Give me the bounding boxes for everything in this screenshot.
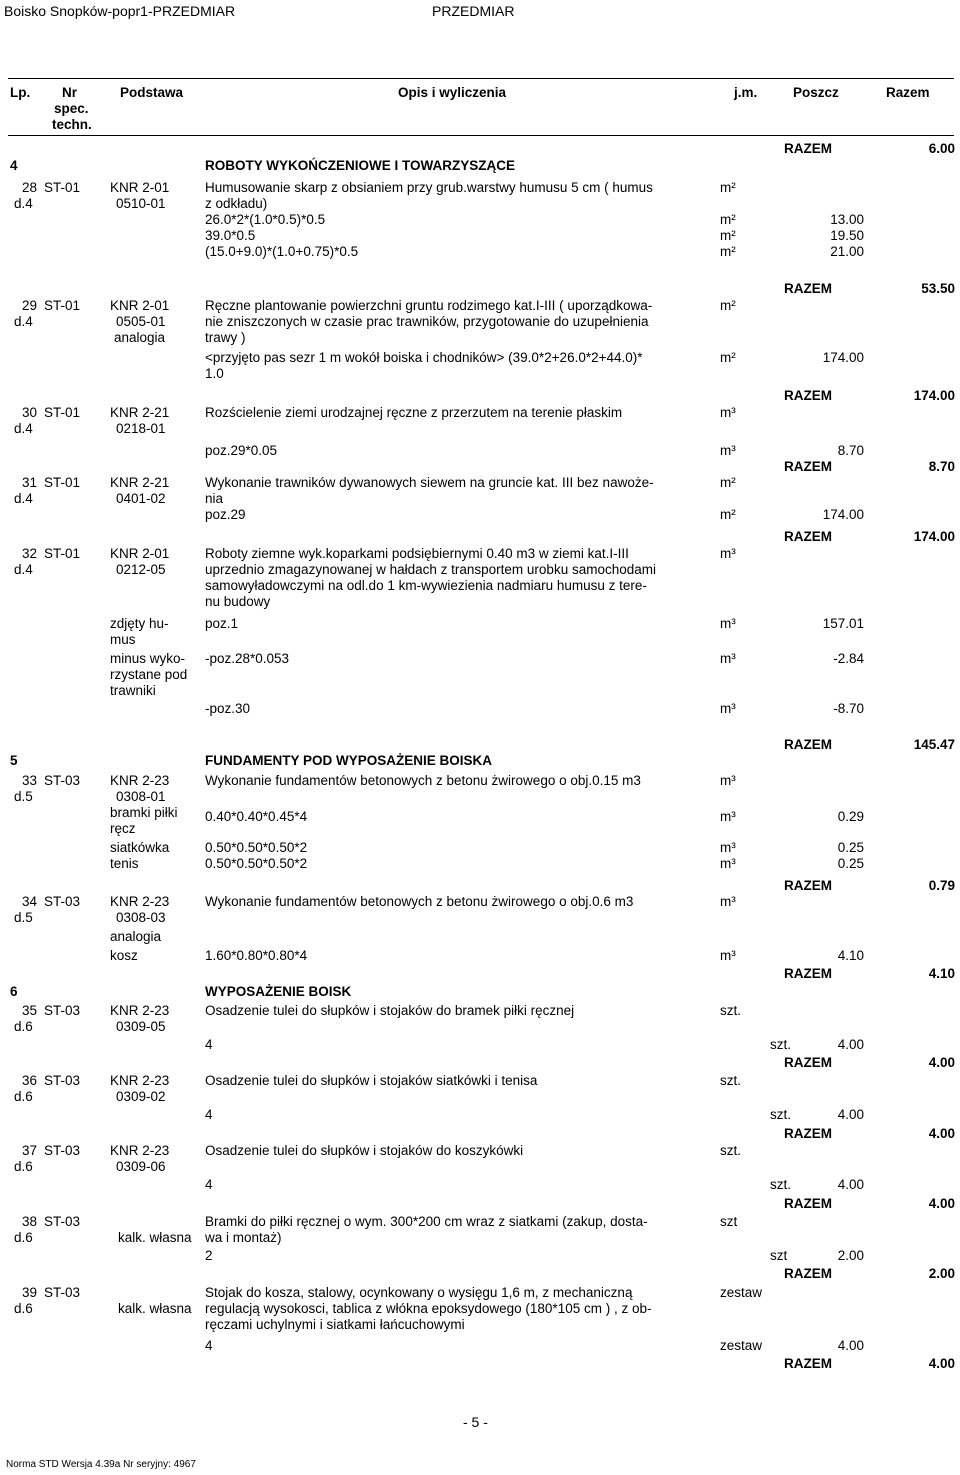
table-cell: Osadzenie tulei do słupków i stojaków do bramek piłki ręcznej <box>205 1003 575 1018</box>
table-cell: 0309-02 <box>116 1089 166 1104</box>
table-cell: Wykonanie fundamentów betonowych z betonu żwirowego o obj.0.15 m3 <box>205 773 641 788</box>
table-cell: 2.00 <box>837 1248 864 1263</box>
table-cell: m² <box>720 475 736 490</box>
table-cell: szt. <box>770 1177 792 1192</box>
table-cell: samowyładowczymi na odl.do 1 km-wywiezienia nadmiaru humusu z tere- <box>205 578 647 593</box>
table-cell: RAZEM <box>784 1055 832 1070</box>
table-cell: 37 <box>22 1143 38 1158</box>
table-cell: m³ <box>720 809 736 824</box>
table-cell: d.4 <box>14 562 33 577</box>
table-cell: 29 <box>22 298 38 313</box>
table-cell: siatkówka <box>110 840 170 855</box>
table-cell: KNR 2-01 <box>110 546 170 561</box>
table-cell: 0309-05 <box>116 1019 166 1034</box>
table-cell: RAZEM <box>784 1126 832 1141</box>
table-cell: 34 <box>22 894 38 909</box>
table-cell: RAZEM <box>784 1196 832 1211</box>
table-cell: 174.00 <box>913 529 955 544</box>
table-cell: 21.00 <box>830 244 864 259</box>
table-cell: Stojak do kosza, stalowy, ocynkowany o wysięgu 1,6 m, z mechaniczną <box>205 1285 633 1300</box>
table-cell: szt <box>770 1248 788 1263</box>
table-cell: 33 <box>22 773 38 788</box>
table-cell: d.4 <box>14 421 33 436</box>
table-cell: 35 <box>22 1003 38 1018</box>
table-cell: ST-03 <box>44 1003 81 1018</box>
table-cell: ST-01 <box>44 298 81 313</box>
table-cell: RAZEM <box>784 529 832 544</box>
table-cell: 0.40*0.40*0.45*4 <box>205 809 308 824</box>
table-cell: analogia <box>114 330 166 345</box>
table-cell: 30 <box>22 405 38 420</box>
table-cell: KNR 2-21 <box>110 405 170 420</box>
table-cell: m³ <box>720 948 736 963</box>
table-cell: 0510-01 <box>116 196 166 211</box>
table-cell: 2.00 <box>928 1266 955 1281</box>
table-cell: szt <box>720 1214 738 1229</box>
table-cell: d.5 <box>14 910 33 925</box>
table-cell: ręcz <box>110 821 136 836</box>
table-cell: poz.1 <box>205 616 239 631</box>
table-cell: d.6 <box>14 1159 33 1174</box>
table-cell: 26.0*2*(1.0*0.5)*0.5 <box>205 212 326 227</box>
table-cell: d.6 <box>14 1301 33 1316</box>
table-cell: zdjęty hu- <box>110 616 169 631</box>
table-cell: Osadzenie tulei do słupków i stojaków do koszykówki <box>205 1143 524 1158</box>
table-cell: 8.70 <box>928 459 955 474</box>
table-cell: RAZEM <box>784 459 832 474</box>
table-cell: 0401-02 <box>116 491 166 506</box>
software-footer: Norma STD Wersja 4.39a Nr seryjny: 4967 <box>6 1459 196 1470</box>
table-cell: ST-03 <box>44 773 81 788</box>
table-cell: 4.00 <box>837 1107 864 1122</box>
table-cell: m² <box>720 350 736 365</box>
table-cell: mus <box>110 632 136 647</box>
table-cell: ST-01 <box>44 405 81 420</box>
table-cell: kosz <box>110 948 138 963</box>
table-cell: d.4 <box>14 196 33 211</box>
table-cell: 0218-01 <box>116 421 166 436</box>
table-cell: 36 <box>22 1073 38 1088</box>
table-cell: 4.00 <box>837 1037 864 1052</box>
table-cell: poz.29 <box>205 507 246 522</box>
table-cell: 28 <box>22 180 38 195</box>
col-header-poszcz: Poszcz <box>793 85 839 100</box>
table-cell: zestaw <box>720 1338 763 1353</box>
table-cell: KNR 2-23 <box>110 1143 170 1158</box>
table-cell: Osadzenie tulei do słupków i stojaków siatkówki i tenisa <box>205 1073 538 1088</box>
table-cell: 4 <box>205 1177 213 1192</box>
table-cell: d.5 <box>14 789 33 804</box>
table-cell: 4 <box>205 1107 213 1122</box>
table-cell: ST-03 <box>44 1285 81 1300</box>
table-cell: KNR 2-23 <box>110 773 170 788</box>
table-cell: tenis <box>110 856 139 871</box>
table-cell: Wykonanie fundamentów betonowych z betonu żwirowego o obj.0.6 m3 <box>205 894 634 909</box>
table-cell: 0308-03 <box>116 910 166 925</box>
table-cell: Ręczne plantowanie powierzchni gruntu rodzimego kat.I-III ( uporządkowa- <box>205 298 653 313</box>
table-cell: 6 <box>10 984 18 999</box>
window-title: Boisko Snopków-popr1-PRZEDMIAR <box>4 3 236 19</box>
table-cell: KNR 2-01 <box>110 298 170 313</box>
table-cell: 4 <box>10 158 18 173</box>
table-cell: m³ <box>720 701 736 716</box>
table-cell: szt. <box>720 1003 742 1018</box>
table-cell: 0.50*0.50*0.50*2 <box>205 840 308 855</box>
table-cell: ST-03 <box>44 1143 81 1158</box>
table-cell: m³ <box>720 894 736 909</box>
table-cell: trawniki <box>110 683 156 698</box>
table-cell: 2 <box>205 1248 213 1263</box>
table-cell: trawy ) <box>205 330 246 345</box>
table-cell: <przyjęto pas sezr 1 m wokół boiska i chodników> (39.0*2+26.0*2+44.0)* <box>205 350 643 365</box>
table-cell: -poz.30 <box>205 701 251 716</box>
table-cell: szt. <box>720 1143 742 1158</box>
table-cell: -poz.28*0.053 <box>205 651 290 666</box>
table-cell: RAZEM <box>784 281 832 296</box>
table-cell: 13.00 <box>830 212 864 227</box>
table-cell: minus wyko- <box>110 651 186 666</box>
table-cell: 0309-06 <box>116 1159 166 1174</box>
table-cell: KNR 2-21 <box>110 475 170 490</box>
table-cell: szt. <box>770 1037 792 1052</box>
table-cell: 0212-05 <box>116 562 166 577</box>
table-cell: Bramki do piłki ręcznej o wym. 300*200 cm wraz z siatkami (zakup, dosta- <box>205 1214 648 1229</box>
table-cell: 4.10 <box>928 966 955 981</box>
header-top-rule <box>8 78 954 79</box>
table-cell: wa i montaż) <box>205 1230 282 1245</box>
table-cell: m² <box>720 298 736 313</box>
table-cell: ROBOTY WYKOŃCZENIOWE I TOWARZYSZĄCE <box>205 158 516 173</box>
table-cell: ST-01 <box>44 475 81 490</box>
table-cell: 145.47 <box>913 737 955 752</box>
table-cell: m² <box>720 228 736 243</box>
table-cell: Humusowanie skarp z obsianiem przy grub.warstwy humusu 5 cm ( humus <box>205 180 653 195</box>
table-cell: 0505-01 <box>116 314 166 329</box>
table-cell: ręczami uchylnymi i siatkami łańcuchowymi <box>205 1317 465 1332</box>
table-cell: d.4 <box>14 314 33 329</box>
table-cell: 174.00 <box>913 388 955 403</box>
page-number: - 5 - <box>463 1414 488 1430</box>
table-cell: 4.00 <box>928 1055 955 1070</box>
table-cell: 6.00 <box>928 141 955 156</box>
table-cell: d.6 <box>14 1019 33 1034</box>
table-cell: 19.50 <box>830 228 864 243</box>
table-cell: m³ <box>720 546 736 561</box>
table-cell: 0.29 <box>837 809 864 824</box>
table-cell: 174.00 <box>822 507 864 522</box>
table-cell: 8.70 <box>837 443 864 458</box>
table-cell: m³ <box>720 616 736 631</box>
table-cell: 1.0 <box>205 366 224 381</box>
table-cell: -2.84 <box>833 651 864 666</box>
table-cell: szt. <box>720 1073 742 1088</box>
col-header-razem: Razem <box>886 85 930 100</box>
table-cell: ST-03 <box>44 1073 81 1088</box>
table-cell: m³ <box>720 840 736 855</box>
table-cell: RAZEM <box>784 737 832 752</box>
table-cell: 4 <box>205 1037 213 1052</box>
window-subtitle: PRZEDMIAR <box>432 3 515 19</box>
col-header-nr-techn: techn. <box>52 117 92 132</box>
table-cell: RAZEM <box>784 141 832 156</box>
col-header-nr-spec: spec. <box>54 101 89 116</box>
table-cell: KNR 2-23 <box>110 894 170 909</box>
table-cell: m³ <box>720 651 736 666</box>
table-cell: Rozścielenie ziemi urodzajnej ręczne z przerzutem na terenie płaskim <box>205 405 623 420</box>
table-cell: analogia <box>110 929 162 944</box>
table-cell: (15.0+9.0)*(1.0+0.75)*0.5 <box>205 244 359 259</box>
table-cell: d.6 <box>14 1230 33 1245</box>
table-cell: 4 <box>205 1338 213 1353</box>
table-cell: 4.10 <box>837 948 864 963</box>
table-cell: bramki piłki <box>110 805 178 820</box>
table-cell: RAZEM <box>784 388 832 403</box>
table-cell: kalk. własna <box>118 1230 192 1245</box>
table-cell: 174.00 <box>822 350 864 365</box>
table-cell: 39.0*0.5 <box>205 228 256 243</box>
table-cell: 0308-01 <box>116 789 166 804</box>
col-header-jm: j.m. <box>734 85 758 100</box>
table-cell: nu budowy <box>205 594 271 609</box>
table-cell: rzystane pod <box>110 667 188 682</box>
table-cell: m² <box>720 212 736 227</box>
table-cell: -8.70 <box>833 701 864 716</box>
table-cell: FUNDAMENTY POD WYPOSAŻENIE BOISKA <box>205 753 493 768</box>
header-bottom-rule <box>8 135 954 136</box>
table-cell: 1.60*0.80*0.80*4 <box>205 948 308 963</box>
table-cell: 31 <box>22 475 38 490</box>
table-cell: 4.00 <box>928 1196 955 1211</box>
table-cell: RAZEM <box>784 878 832 893</box>
table-cell: KNR 2-01 <box>110 180 170 195</box>
table-cell: m³ <box>720 405 736 420</box>
table-cell: RAZEM <box>784 966 832 981</box>
table-cell: 157.01 <box>822 616 864 631</box>
table-cell: 0.25 <box>837 840 864 855</box>
table-cell: m² <box>720 244 736 259</box>
table-cell: RAZEM <box>784 1356 832 1371</box>
table-cell: 53.50 <box>921 281 955 296</box>
table-cell: d.4 <box>14 491 33 506</box>
table-cell: 4.00 <box>928 1126 955 1141</box>
table-cell: KNR 2-23 <box>110 1073 170 1088</box>
table-cell: ST-01 <box>44 180 81 195</box>
col-header-nr: Nr <box>62 85 78 100</box>
table-cell: d.6 <box>14 1089 33 1104</box>
table-cell: WYPOSAŻENIE BOISK <box>205 984 352 999</box>
table-cell: ST-03 <box>44 894 81 909</box>
table-cell: m² <box>720 507 736 522</box>
table-cell: kalk. własna <box>118 1301 192 1316</box>
table-cell: Roboty ziemne wyk.koparkami podsiębiernymi 0.40 m3 w ziemi kat.I-III <box>205 546 629 561</box>
table-cell: poz.29*0.05 <box>205 443 278 458</box>
table-cell: 0.79 <box>928 878 955 893</box>
table-cell: KNR 2-23 <box>110 1003 170 1018</box>
table-cell: 4.00 <box>928 1356 955 1371</box>
table-cell: 39 <box>22 1285 38 1300</box>
col-header-lp: Lp. <box>10 85 31 100</box>
table-cell: m³ <box>720 773 736 788</box>
table-cell: uprzednio zmagazynowanej w hałdach z transportem urobku samochodami <box>205 562 656 577</box>
table-cell: RAZEM <box>784 1266 832 1281</box>
table-cell: ST-01 <box>44 546 81 561</box>
table-cell: 0.25 <box>837 856 864 871</box>
table-cell: szt. <box>770 1107 792 1122</box>
table-cell: regulacją wysokosci, tablica z włókna epoksydowego (180*105 cm ) , z ob- <box>205 1301 652 1316</box>
table-cell: z odkładu) <box>205 196 268 211</box>
col-header-podstawa: Podstawa <box>120 85 184 100</box>
table-cell: Wykonanie trawników dywanowych siewem na gruncie kat. III bez nawoże- <box>205 475 654 490</box>
col-header-opis: Opis i wyliczenia <box>398 85 507 100</box>
table-cell: 38 <box>22 1214 38 1229</box>
table-cell: 4.00 <box>837 1338 864 1353</box>
table-cell: ST-03 <box>44 1214 81 1229</box>
table-cell: m³ <box>720 443 736 458</box>
table-cell: m² <box>720 180 736 195</box>
table-cell: nia <box>205 491 224 506</box>
table-cell: 32 <box>22 546 38 561</box>
table-cell: 0.50*0.50*0.50*2 <box>205 856 308 871</box>
table-cell: m³ <box>720 856 736 871</box>
table-cell: zestaw <box>720 1285 763 1300</box>
table-cell: nie zniszczonych w czasie prac trawników, przygotowanie do uzupełnienia <box>205 314 649 329</box>
table-cell: 5 <box>10 753 18 768</box>
table-cell: 4.00 <box>837 1177 864 1192</box>
